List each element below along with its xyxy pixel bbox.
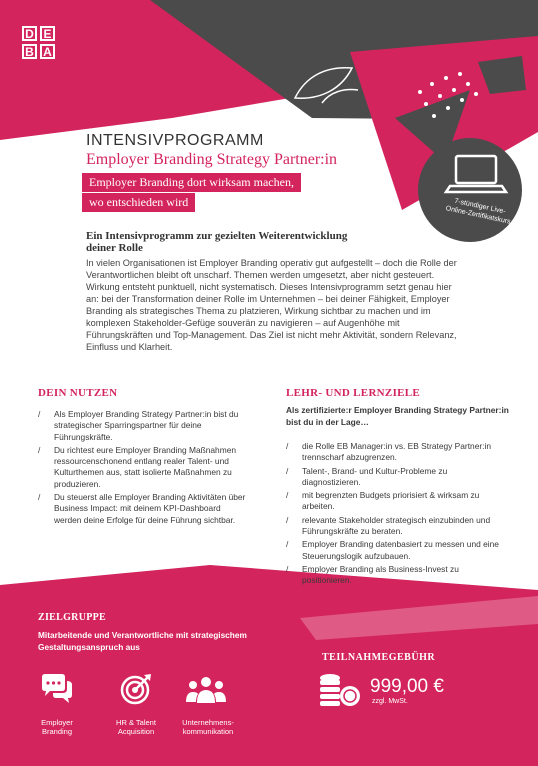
list-item (286, 441, 508, 464)
slash-bullet-icon: / (286, 514, 289, 525)
ziele-item-text: Talent-, Brand- und Kultur-Probleme zu diagnostizieren. (302, 465, 448, 487)
slash-bullet-icon: / (286, 539, 289, 550)
slash-bullet-icon: / (38, 492, 41, 503)
group-label-line: Acquisition (117, 727, 155, 736)
ziele-item-text: Employer Branding als Business-Invest zu positionieren. (302, 563, 459, 586)
nutzen-heading: DEIN NUTZEN (38, 387, 118, 399)
program-title: Employer Branding Strategy Partner:in (86, 151, 338, 168)
group-label-line: Unternehmens- (182, 718, 234, 727)
course-badge (418, 138, 522, 242)
logo-letter: D (22, 26, 37, 41)
nutzen-item-text: Du richtest eure Employer Branding Maßnahmen ressourcenschonend entlang realer Talent- und Kulturthemen aus, statt isolierte Maßnahmen zu produzieren. (54, 444, 237, 489)
fee-vat-note: zzgl. MwSt. (372, 698, 408, 705)
intro-heading-line-2: deiner Rolle (86, 242, 143, 254)
group-label-line: kommunikation (182, 727, 234, 736)
list-item (38, 409, 248, 443)
ziele-item-text: mit begrenzten Budgets priorisiert & wirksam zu arbeiten. (302, 490, 480, 512)
intro-heading-line-1: Ein Intensivprogramm zur gezielten Weiterentwicklung (86, 230, 348, 242)
intro-heading (86, 230, 456, 254)
coins-icon (318, 672, 362, 708)
logo-letter: B (22, 44, 37, 59)
intro-body: In vielen Organisationen ist Employer Branding operativ gut aufgestellt – doch die Rolle der Verantwortlichen bleibt oft unscharf. Themen werden umgesetzt, aber nicht gesteuert. Wirkung entsteht punktuell, nicht systematisch. Dieses Intensivprogramm setzt genau hier an: bei der Transformation deiner Rolle im Unternehmen – bei deiner Fähigkeit, Employer Branding als strategisches Thema zu platzieren, Wirkung sichtbar zu machen und im komplexen Stakeholder-Gefüge souverän zu navigieren – auf Augenhöhe mit Führungskräften und Top-Management. Das Ziel ist nicht mehr Aktivität, sondern Relevanz, Einfluss und Klarheit. (86, 258, 457, 352)
list-item (286, 490, 508, 513)
fee-heading: TEILNAHMEGEBÜHR (322, 652, 436, 663)
group-label-hr-talent (106, 718, 166, 736)
slash-bullet-icon: / (286, 441, 289, 451)
nutzen-list (38, 409, 248, 528)
slash-bullet-icon: / (38, 444, 41, 455)
slash-bullet-icon: / (38, 409, 41, 419)
group-label-line: Branding (41, 727, 73, 736)
slash-bullet-icon: / (286, 490, 289, 501)
list-item (38, 492, 248, 526)
laptop-icon (418, 138, 522, 242)
company-logo (22, 26, 74, 62)
logo-row-top (22, 26, 74, 41)
program-kicker: INTENSIVPROGRAMM (86, 132, 264, 149)
ziele-item-text: Employer Branding datenbasiert zu messen und eine Steuerungslogik aufzubauen. (302, 539, 499, 561)
zielgruppe-text: Mitarbeitende und Verantwortliche mit strategischem Gestaltungsanspruch aus (38, 630, 247, 652)
group-label-communications (172, 718, 244, 736)
nutzen-item-text: Als Employer Branding Strategy Partner:in bist du strategischer Sparringspartner für deine Führungskräfte. (54, 409, 239, 442)
list-item (286, 466, 508, 489)
ziele-list (286, 441, 508, 589)
fee-price: 999,00 € (370, 676, 444, 697)
ziele-item-text: die Rolle EB Manager:in vs. EB Strategy Partner:in trennscharf abzugrenzen. (302, 441, 491, 463)
tagline-line-1: Employer Branding dort wirksam machen, (82, 173, 301, 192)
tagline-line-2: wo entschieden wird (82, 193, 195, 212)
list-item (38, 445, 248, 490)
chat-bubbles-icon (40, 673, 74, 705)
slash-bullet-icon: / (286, 465, 289, 476)
ziele-lead: Als zertifizierte:r Employer Branding Strategy Partner:in bist du in der Lage… (286, 405, 509, 427)
group-label-line: HR & Talent (116, 718, 156, 727)
list-item (286, 515, 508, 538)
ziele-item-text: relevante Stakeholder strategisch einzubinden und Führungskräfte zu beraten. (302, 514, 491, 537)
logo-letter: A (40, 44, 55, 59)
logo-row-bottom (22, 44, 74, 59)
badge-text: 7-stündiger Live-Online-Zertifikatskurs (444, 197, 512, 226)
zielgruppe-heading: ZIELGRUPPE (38, 612, 107, 623)
group-label-employer-branding (32, 718, 82, 736)
slash-bullet-icon: / (286, 563, 289, 574)
list-item (286, 539, 508, 562)
logo-letter: E (40, 26, 55, 41)
people-group-icon (186, 676, 226, 704)
ziele-heading: LEHR- UND LERNZIELE (286, 387, 421, 399)
nutzen-item-text: Du steuerst alle Employer Branding Aktivitäten über Business Impact: mit deinem KPI-Dashboard werden deine Erfolge für deine Führung sichtbar. (54, 492, 246, 525)
group-label-line: Employer (41, 718, 73, 727)
list-item (286, 564, 508, 587)
target-icon (120, 673, 152, 705)
